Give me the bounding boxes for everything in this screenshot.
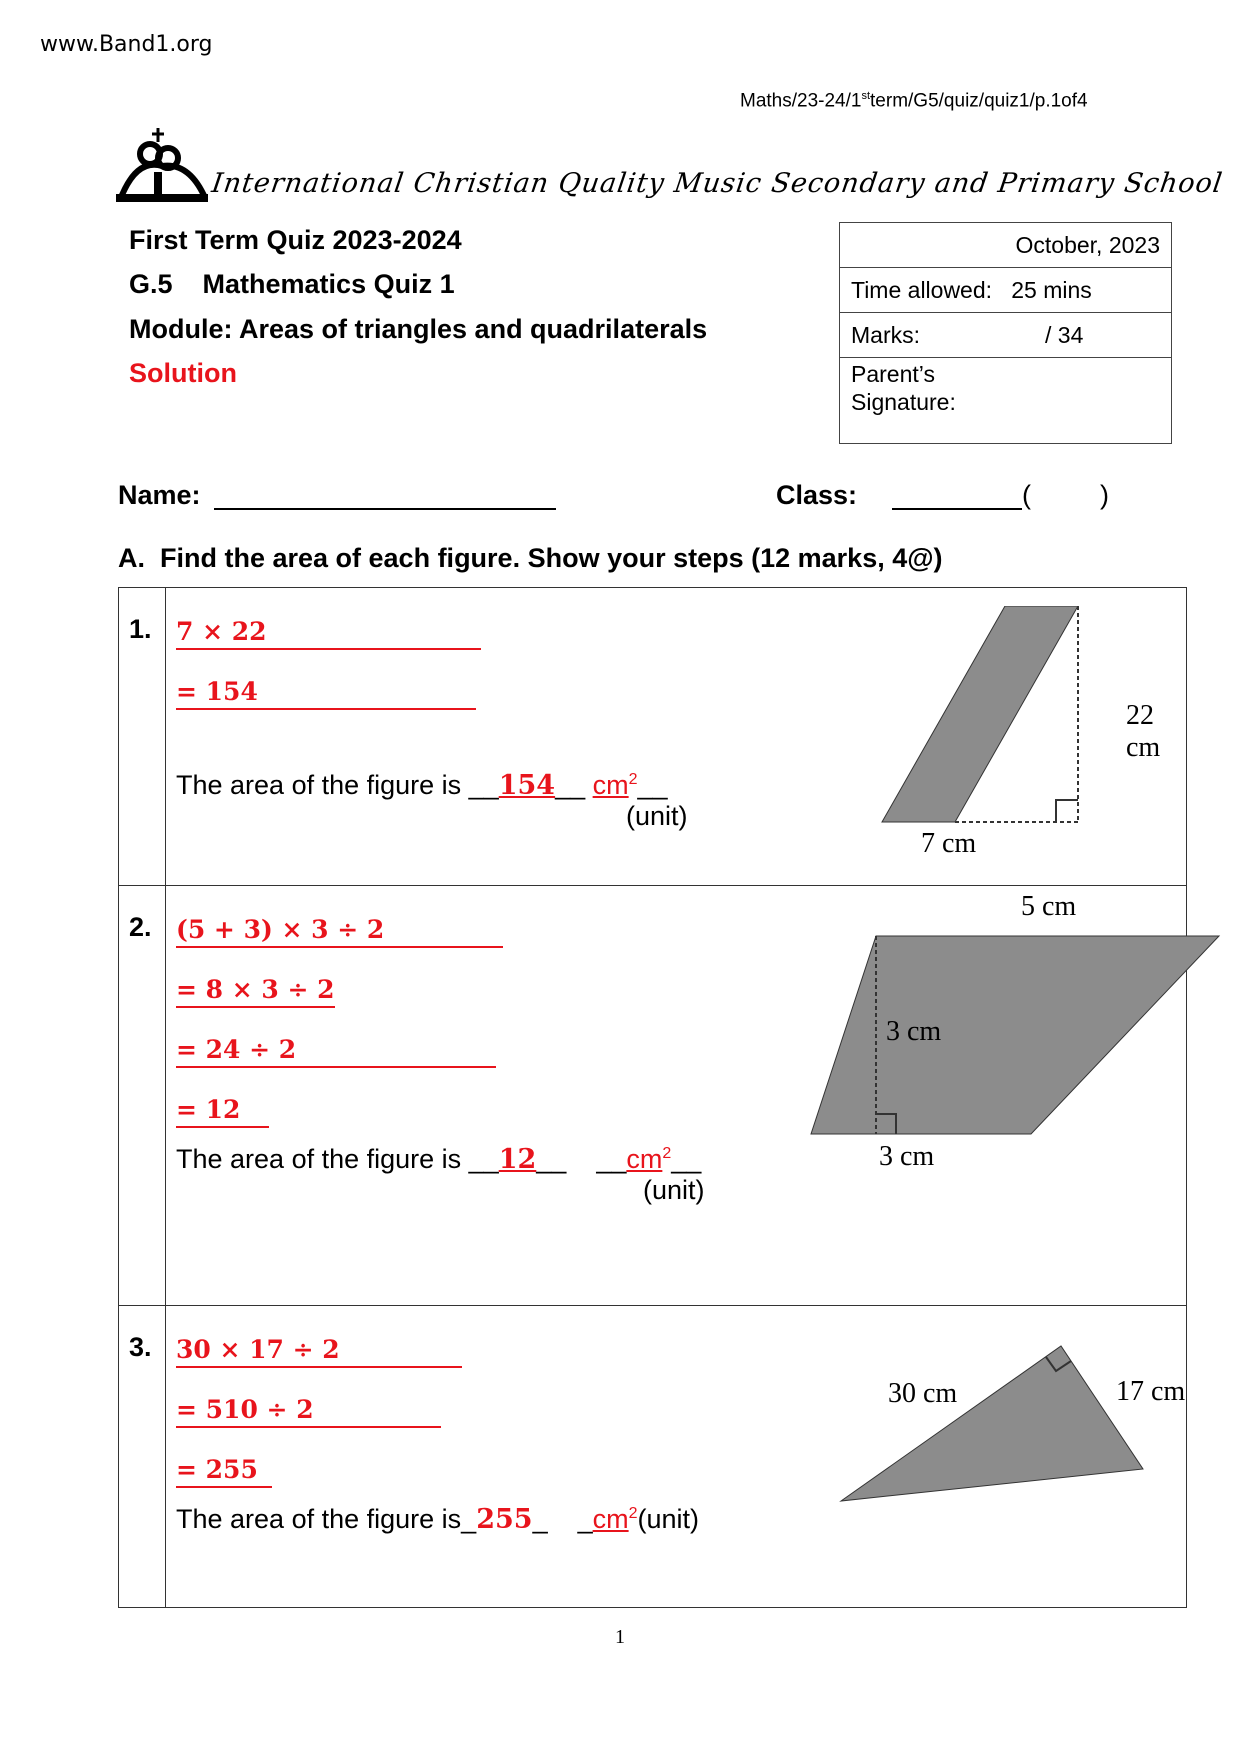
document-reference: Maths/23-24/1stterm/G5/quiz/quiz1/p.1of4 (740, 90, 1088, 112)
step: = 255 (176, 1452, 272, 1488)
module-title: Module: Areas of triangles and quadrilaterals (129, 314, 708, 344)
section-a-heading: A. Find the area of each figure. Show your steps (12 marks, 4@) (118, 543, 943, 573)
height-label: 3 cm (886, 1016, 942, 1047)
question-2 (119, 886, 1187, 1306)
parallelogram-figure (866, 606, 1116, 836)
unit-note: (unit) (643, 1175, 705, 1205)
marks: Marks: / 34 (840, 313, 1171, 358)
step: (5 + 3) × 3 ÷ 2 (176, 912, 503, 948)
school-logo (116, 128, 208, 208)
triangle-figure (836, 1336, 1156, 1506)
base-label: 7 cm (921, 828, 977, 859)
step: = 510 ÷ 2 (176, 1392, 441, 1428)
date: October, 2023 (840, 223, 1171, 268)
name-label: Name: (118, 480, 201, 510)
question-3 (119, 1306, 1187, 1608)
watermark: www.Band1.org (40, 32, 213, 57)
step: = 24 ÷ 2 (176, 1032, 496, 1068)
bottom-label: 3 cm (879, 1141, 935, 1172)
step: = 8 × 3 ÷ 2 (176, 972, 335, 1008)
side-label: 30 cm (888, 1378, 958, 1409)
unit-note: (unit) (626, 801, 688, 831)
question-1 (119, 588, 1187, 886)
answer-line: The area of the figure is __12__ $\_\_cm^2\_\_$ (176, 1144, 702, 1175)
questions-table (118, 587, 1187, 1608)
grade-subject: G.5 Mathematics Quiz 1 (129, 269, 455, 299)
side-label: 17 cm (1116, 1376, 1186, 1407)
trapezium-figure (806, 931, 1226, 1141)
time-allowed: Time allowed: 25 mins (840, 268, 1171, 313)
class-field[interactable] (892, 508, 1022, 510)
page-number: 1 (615, 1626, 625, 1648)
step: = 12 (176, 1092, 269, 1128)
name-field[interactable] (214, 508, 556, 510)
question-number: 3. (119, 1306, 166, 1608)
quiz-title: First Term Quiz 2023-2024 (129, 225, 462, 255)
class-number-close: ) (1100, 480, 1109, 510)
step: 30 × 17 ÷ 2 (176, 1332, 462, 1368)
step: 7 × 22 (176, 614, 481, 650)
info-box (839, 222, 1172, 444)
class-label: Class: (776, 480, 858, 510)
step: = 154 (176, 674, 476, 710)
answer-line: The area of the figure is_255_ $\_cm^2(unit)$ (176, 1504, 700, 1535)
class-number-open: ( (1022, 480, 1031, 510)
height-label: 22 cm (1126, 700, 1161, 763)
answer-line: The area of the figure is __154__ $cm^2\_\_$ (176, 770, 668, 801)
solution-label: Solution (129, 358, 237, 388)
school-name: International Christian Quality Music Secondary and Primary School (209, 168, 1225, 199)
question-number: 1. (119, 588, 166, 886)
top-label: 5 cm (1021, 891, 1077, 922)
question-number: 2. (119, 886, 166, 1306)
parent-signature: Parent’s Signature: (851, 361, 956, 415)
